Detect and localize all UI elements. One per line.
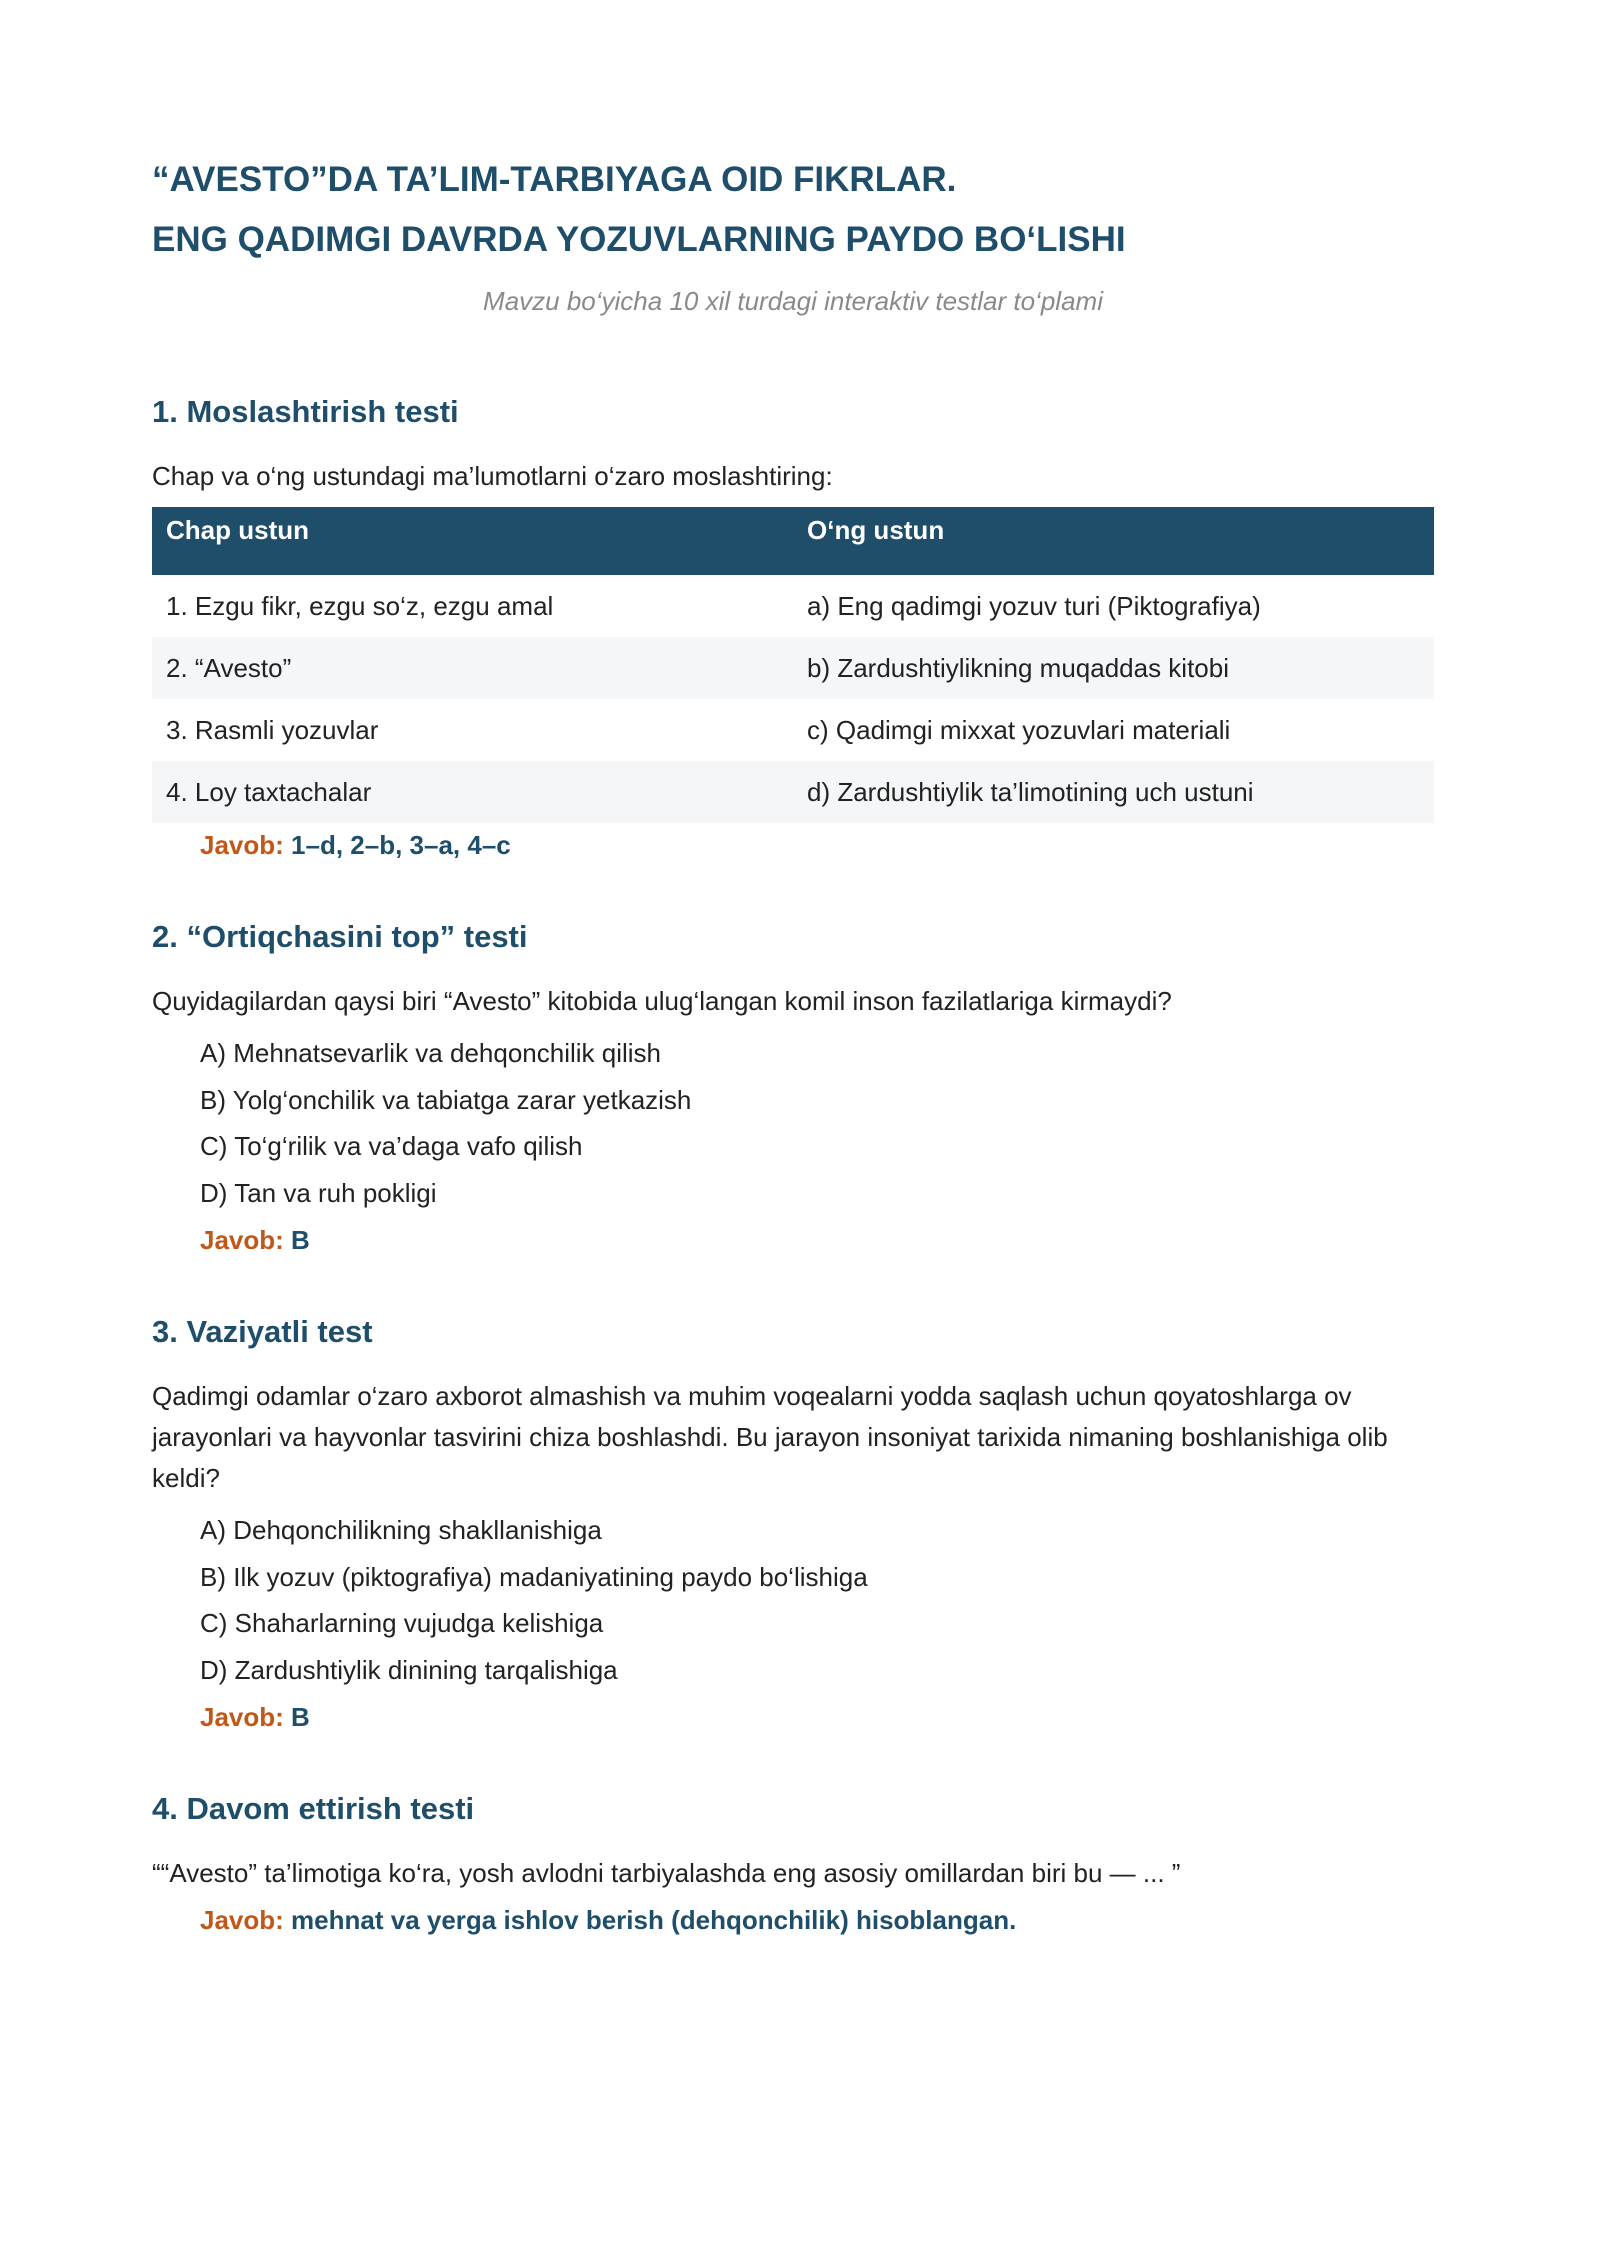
answer-label: Javob: — [200, 1702, 284, 1732]
title-line-2: ENG QADIMGI DAVRDA YOZUVLARNING PAYDO BO‘LISHI — [152, 220, 1126, 259]
answer-value: mehnat va yerga ishlov berish (dehqonchilik) hisoblangan. — [291, 1905, 1017, 1935]
section-2-title: 2. “Ortiqchasini top” testi — [152, 919, 528, 954]
table-cell-left: 3. Rasmli yozuvlar — [166, 714, 379, 745]
document-page — [152, 150, 1434, 1940]
table-row — [152, 699, 1434, 761]
section-2-options — [200, 1030, 1434, 1216]
matching-table — [152, 507, 1434, 823]
table-header-row — [152, 507, 1434, 575]
table-cell-right: b) Zardushtiylikning muqaddas kitobi — [793, 637, 1434, 699]
answer-label: Javob: — [200, 830, 284, 860]
section-4-answer — [200, 1900, 1434, 1940]
answer-label: Javob: — [200, 1905, 284, 1935]
section-3-options — [200, 1507, 1434, 1693]
section-1-prompt: Chap va o‘ng ustundagi ma’lumotlarni o‘zaro moslashtiring: — [152, 461, 833, 491]
table-cell-right: c) Qadimgi mixxat yozuvlari materiali — [807, 714, 1231, 745]
answer-value: 1–d, 2–b, 3–a, 4–c — [291, 830, 511, 860]
table-cell-right: a) Eng qadimgi yozuv turi (Piktografiya) — [807, 590, 1261, 621]
document-title — [152, 150, 1434, 270]
table-cell-left: 1. Ezgu fikr, ezgu so‘z, ezgu amal — [166, 590, 554, 621]
section-4-prompt: ““Avesto” ta’limotiga ko‘ra, yosh avlodni tarbiyalashda eng asosiy omillardan biri bu — ... ” — [152, 1858, 1181, 1888]
table-cell-left: 2. “Avesto” — [152, 637, 793, 699]
section-2-prompt: Quyidagilardan qaysi biri “Avesto” kitobida ulug‘langan komil inson fazilatlariga kirmaydi? — [152, 986, 1172, 1016]
section-1-answer — [200, 825, 1434, 865]
section-2-answer — [200, 1220, 1434, 1260]
option-b: B) Ilk yozuv (piktografiya) madaniyatining paydo bo‘lishiga — [200, 1561, 868, 1592]
table-row — [152, 761, 1434, 823]
section-3-title: 3. Vaziyatli test — [152, 1314, 373, 1349]
option-d: D) Zardushtiylik dinining tarqalishiga — [200, 1654, 618, 1685]
option-c: C) Shaharlarning vujudga kelishiga — [200, 1608, 604, 1638]
option-a: A) Mehnatsevarlik va dehqonchilik qilish — [200, 1038, 662, 1068]
section-1-title: 1. Moslashtirish testi — [152, 394, 459, 429]
section-3-answer — [200, 1697, 1434, 1737]
answer-value: B — [291, 1225, 310, 1255]
table-header-left: Chap ustun — [152, 507, 793, 575]
table-row — [152, 575, 1434, 637]
document-subtitle: Mavzu bo‘yicha 10 xil turdagi interaktiv testlar to‘plami — [483, 286, 1103, 316]
section-4-title: 4. Davom ettirish testi — [152, 1791, 475, 1826]
table-cell-right: d) Zardushtiylik ta’limotining uch ustuni — [793, 761, 1434, 823]
option-d: D) Tan va ruh pokligi — [200, 1177, 437, 1208]
table-cell-left: 4. Loy taxtachalar — [152, 761, 793, 823]
option-c: C) To‘g‘rilik va va’daga vafo qilish — [200, 1131, 583, 1161]
table-header-right: O‘ng ustun — [793, 507, 1434, 575]
option-a: A) Dehqonchilikning shakllanishiga — [200, 1515, 602, 1545]
table-row — [152, 637, 1434, 699]
answer-value: B — [291, 1702, 310, 1732]
section-3-prompt: Qadimgi odamlar o‘zaro axborot almashish va muhim voqealarni yodda saqlash uchun qoyatoshlarga ov jarayonlari va hayvonlar tasvirini chiza boshlashdi. Bu jarayon insoniyat tarixida nimaning boshlanishiga olib keldi? — [152, 1381, 1388, 1493]
title-line-1: “AVESTO”DA TA’LIM-TARBIYAGA OID FIKRLAR. — [152, 160, 957, 199]
answer-label: Javob: — [200, 1225, 284, 1255]
option-b: B) Yolg‘onchilik va tabiatga zarar yetkazish — [200, 1084, 692, 1115]
